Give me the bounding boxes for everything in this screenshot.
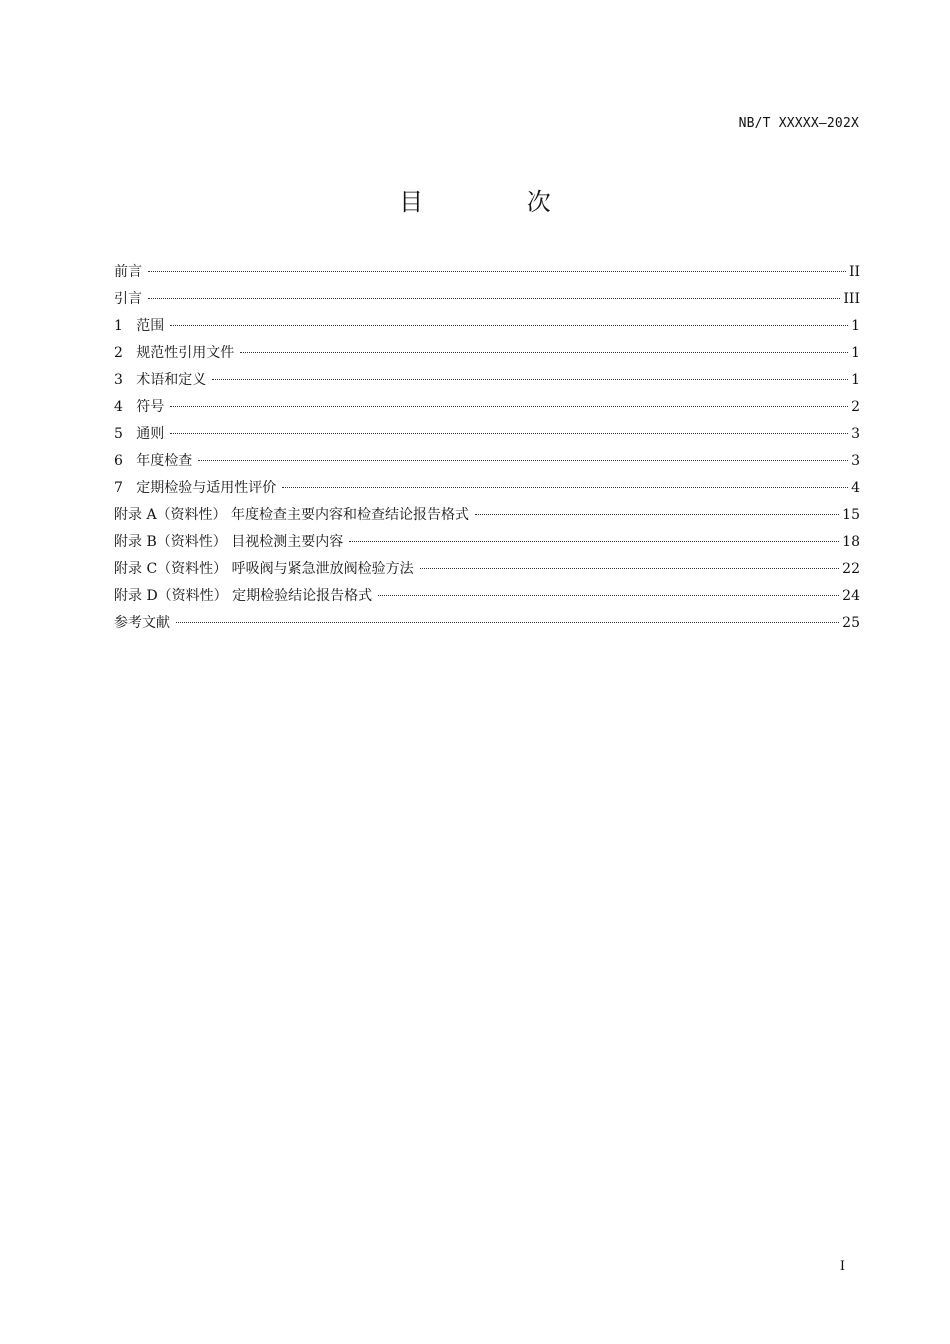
toc-leader-dots <box>170 405 848 407</box>
toc-leader-dots <box>176 621 839 623</box>
toc-entry-page: 1 <box>851 372 860 388</box>
toc-entry-label: 前言 <box>114 264 142 280</box>
toc-entry-page: III <box>843 291 860 307</box>
toc-entry-label: 附录 D（资料性） 定期检验结论报告格式 <box>114 588 373 604</box>
toc-entry-label: 引言 <box>114 291 142 307</box>
toc-entry-label: 7 定期检验与适用性评价 <box>114 480 277 496</box>
toc-title: 目 次 <box>399 188 599 216</box>
toc-entry-page: 4 <box>851 480 860 496</box>
toc-leader-dots <box>282 486 848 488</box>
toc-entry[interactable] <box>114 478 860 505</box>
toc-entry-page: 1 <box>851 318 860 334</box>
toc-entry-page: II <box>848 264 860 280</box>
toc-entry[interactable] <box>114 424 860 451</box>
toc-leader-dots <box>148 270 846 272</box>
toc-leader-dots <box>420 567 840 569</box>
toc-entry[interactable] <box>114 451 860 478</box>
toc-entry[interactable] <box>114 289 860 316</box>
toc-leader-dots <box>148 297 840 299</box>
toc-entry[interactable] <box>114 262 860 289</box>
toc-entry[interactable] <box>114 343 860 370</box>
toc-entry[interactable] <box>114 370 860 397</box>
toc-entry-page: 1 <box>851 345 860 361</box>
toc-entry-label: 附录 B（资料性） 目视检测主要内容 <box>114 534 344 550</box>
toc-entry[interactable] <box>114 559 860 586</box>
toc-leader-dots <box>198 459 848 461</box>
toc-entry[interactable] <box>114 586 860 613</box>
toc-entry-page: 3 <box>851 426 860 442</box>
toc-entry-label: 2 规范性引用文件 <box>114 345 235 361</box>
toc-entry-page: 22 <box>842 561 860 577</box>
toc-entry[interactable] <box>114 613 860 640</box>
toc-leader-dots <box>475 513 839 515</box>
table-of-contents <box>114 262 860 640</box>
page-number: I <box>839 1259 845 1274</box>
toc-entry-page: 25 <box>842 615 860 631</box>
toc-entry-page: 15 <box>842 507 860 523</box>
toc-entry-label: 附录 C（资料性） 呼吸阀与紧急泄放阀检验方法 <box>114 561 414 577</box>
toc-entry-page: 18 <box>842 534 860 550</box>
toc-entry-page: 3 <box>851 453 860 469</box>
toc-entry-label: 参考文献 <box>114 615 170 631</box>
toc-entry[interactable] <box>114 505 860 532</box>
toc-entry-label: 附录 A（资料性） 年度检查主要内容和检查结论报告格式 <box>114 507 470 523</box>
toc-entry-page: 2 <box>851 399 860 415</box>
toc-leader-dots <box>212 378 848 380</box>
toc-entry-page: 24 <box>842 588 860 604</box>
toc-entry-label: 4 符号 <box>114 399 165 415</box>
toc-leader-dots <box>378 594 839 596</box>
toc-leader-dots <box>240 351 848 353</box>
toc-entry-label: 3 术语和定义 <box>114 372 207 388</box>
toc-leader-dots <box>170 432 848 434</box>
toc-entry-label: 1 范围 <box>114 318 165 334</box>
toc-entry-label: 6 年度检查 <box>114 453 193 469</box>
toc-leader-dots <box>170 324 848 326</box>
document-code: NB/T XXXXX—202X <box>738 116 859 131</box>
toc-entry[interactable] <box>114 397 860 424</box>
toc-entry[interactable] <box>114 316 860 343</box>
toc-entry[interactable] <box>114 532 860 559</box>
toc-entry-label: 5 通则 <box>114 426 165 442</box>
toc-leader-dots <box>349 540 839 542</box>
